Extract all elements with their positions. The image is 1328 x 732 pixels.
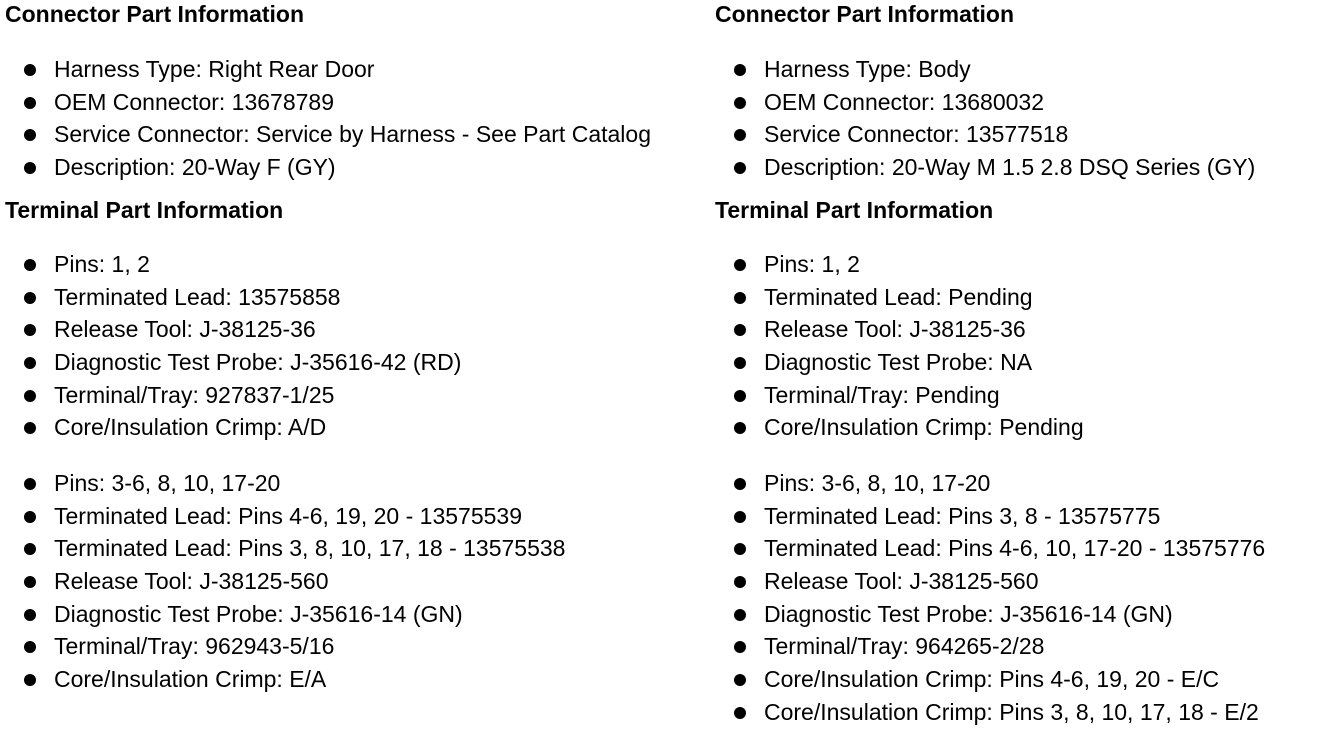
bullet-icon <box>734 422 746 434</box>
list-item <box>5 118 651 151</box>
list-item <box>5 151 651 184</box>
list-item <box>715 500 1265 533</box>
list-item-text: Pins: 3-6, 8, 10, 17-20 <box>764 470 991 496</box>
list-item-text: Description: 20-Way M 1.5 2.8 DSQ Series (GY) <box>764 154 1256 181</box>
list-item-text: Core/Insulation Crimp: Pending <box>764 414 1084 441</box>
list-item-text: Service Connector: 13577518 <box>764 121 1069 148</box>
list-item-text: Terminated Lead: 13575858 <box>54 283 341 310</box>
list-item-text: Terminated Lead: Pins 4-6, 19, 20 - 13575539 <box>54 502 522 529</box>
terminal-list-group-2 <box>715 467 1265 729</box>
list-item-text: Pins: 3-6, 8, 10, 17-20 <box>54 470 281 496</box>
list-item-text: Harness Type: Body <box>764 56 971 82</box>
list-item-text: Service Connector: Service by Harness - See Part Catalog <box>54 121 651 148</box>
bullet-icon <box>24 390 36 402</box>
list-item-text: Core/Insulation Crimp: Pins 4-6, 19, 20 - E/C <box>764 666 1220 693</box>
bullet-icon <box>24 674 36 686</box>
bullet-icon <box>734 64 746 76</box>
connector-list <box>715 53 1255 184</box>
bullet-icon <box>24 543 36 555</box>
list-item <box>5 86 651 119</box>
terminal-list-group-1 <box>5 248 461 444</box>
bullet-icon <box>24 609 36 621</box>
list-item-text: Core/Insulation Crimp: E/A <box>54 666 327 693</box>
bullet-icon <box>734 576 746 588</box>
list-item <box>5 346 461 379</box>
list-item <box>5 663 565 696</box>
list-item <box>715 346 1084 379</box>
bullet-icon <box>24 259 36 271</box>
bullet-icon <box>24 324 36 336</box>
list-item-text: OEM Connector: 13678789 <box>54 88 335 115</box>
list-item <box>5 379 461 412</box>
list-item <box>715 467 1265 500</box>
list-item-text: Terminal/Tray: 927837-1/25 <box>54 381 335 408</box>
list-item <box>715 379 1084 412</box>
list-item-text: Terminal/Tray: 964265-2/28 <box>764 633 1045 660</box>
list-item <box>5 411 461 444</box>
list-item-text: Terminated Lead: Pins 3, 8 - 13575775 <box>764 502 1161 529</box>
list-item <box>715 411 1084 444</box>
list-item <box>715 565 1265 598</box>
bullet-icon <box>24 511 36 523</box>
bullet-icon <box>734 357 746 369</box>
terminal-list-group-1 <box>715 248 1084 444</box>
bullet-icon <box>24 576 36 588</box>
bullet-icon <box>734 324 746 336</box>
terminal-list-group-2 <box>5 467 565 696</box>
bullet-icon <box>734 478 746 490</box>
list-item <box>715 598 1265 631</box>
bullet-icon <box>734 707 746 719</box>
bullet-icon <box>24 64 36 76</box>
bullet-icon <box>734 609 746 621</box>
list-item <box>5 500 565 533</box>
list-item-text: Diagnostic Test Probe: NA <box>764 349 1033 376</box>
list-item-text: Terminated Lead: Pins 4-6, 10, 17-20 - 13575776 <box>764 535 1266 562</box>
bullet-icon <box>734 674 746 686</box>
list-item-text: Diagnostic Test Probe: J-35616-42 (RD) <box>54 349 462 376</box>
list-item <box>715 696 1265 729</box>
list-item <box>5 248 461 281</box>
list-item-text: Diagnostic Test Probe: J-35616-14 (GN) <box>54 600 463 627</box>
bullet-icon <box>734 641 746 653</box>
list-item <box>5 598 565 631</box>
list-item-text: Core/Insulation Crimp: A/D <box>54 414 327 441</box>
connector-heading: Connector Part Information <box>5 1 305 27</box>
list-item <box>715 663 1265 696</box>
list-item <box>5 281 461 314</box>
bullet-icon <box>734 511 746 523</box>
list-item-text: Core/Insulation Crimp: Pins 3, 8, 10, 17, 18 - E/2 <box>764 698 1259 725</box>
bullet-icon <box>734 162 746 174</box>
bullet-icon <box>24 422 36 434</box>
list-item-text: Terminal/Tray: 962943-5/16 <box>54 633 335 660</box>
connector-heading: Connector Part Information <box>715 1 1015 27</box>
list-item <box>5 532 565 565</box>
list-item-text: Release Tool: J-38125-36 <box>54 316 316 343</box>
list-item-text: Release Tool: J-38125-560 <box>54 568 329 595</box>
list-item <box>715 532 1265 565</box>
list-item-text: Terminated Lead: Pins 3, 8, 10, 17, 18 - 13575538 <box>54 535 566 562</box>
bullet-icon <box>24 97 36 109</box>
list-item-text: Pins: 1, 2 <box>764 251 860 277</box>
bullet-icon <box>24 641 36 653</box>
list-item <box>715 53 1255 86</box>
list-item <box>5 630 565 663</box>
list-item-text: Diagnostic Test Probe: J-35616-14 (GN) <box>764 600 1173 627</box>
list-item <box>5 467 565 500</box>
bullet-icon <box>24 478 36 490</box>
bullet-icon <box>734 129 746 141</box>
list-item-text: OEM Connector: 13680032 <box>764 88 1045 115</box>
terminal-heading: Terminal Part Information <box>715 197 994 223</box>
list-item <box>715 313 1084 346</box>
bullet-icon <box>24 129 36 141</box>
list-item <box>5 565 565 598</box>
bullet-icon <box>734 259 746 271</box>
list-item-text: Release Tool: J-38125-560 <box>764 568 1039 595</box>
list-item-text: Description: 20-Way F (GY) <box>54 154 336 181</box>
list-item <box>715 630 1265 663</box>
list-item-text: Pins: 1, 2 <box>54 251 150 277</box>
list-item <box>5 313 461 346</box>
bullet-icon <box>24 292 36 304</box>
bullet-icon <box>24 357 36 369</box>
list-item-text: Terminal/Tray: Pending <box>764 381 1000 408</box>
list-item <box>715 281 1084 314</box>
list-item <box>715 151 1255 184</box>
bullet-icon <box>734 292 746 304</box>
list-item-text: Release Tool: J-38125-36 <box>764 316 1026 343</box>
list-item <box>715 86 1255 119</box>
list-item-text: Harness Type: Right Rear Door <box>54 56 375 82</box>
bullet-icon <box>734 390 746 402</box>
connector-list <box>5 53 651 184</box>
bullet-icon <box>734 97 746 109</box>
terminal-heading: Terminal Part Information <box>5 197 284 223</box>
bullet-icon <box>734 543 746 555</box>
list-item <box>715 248 1084 281</box>
list-item <box>715 118 1255 151</box>
bullet-icon <box>24 162 36 174</box>
list-item <box>5 53 651 86</box>
list-item-text: Terminated Lead: Pending <box>764 283 1033 310</box>
